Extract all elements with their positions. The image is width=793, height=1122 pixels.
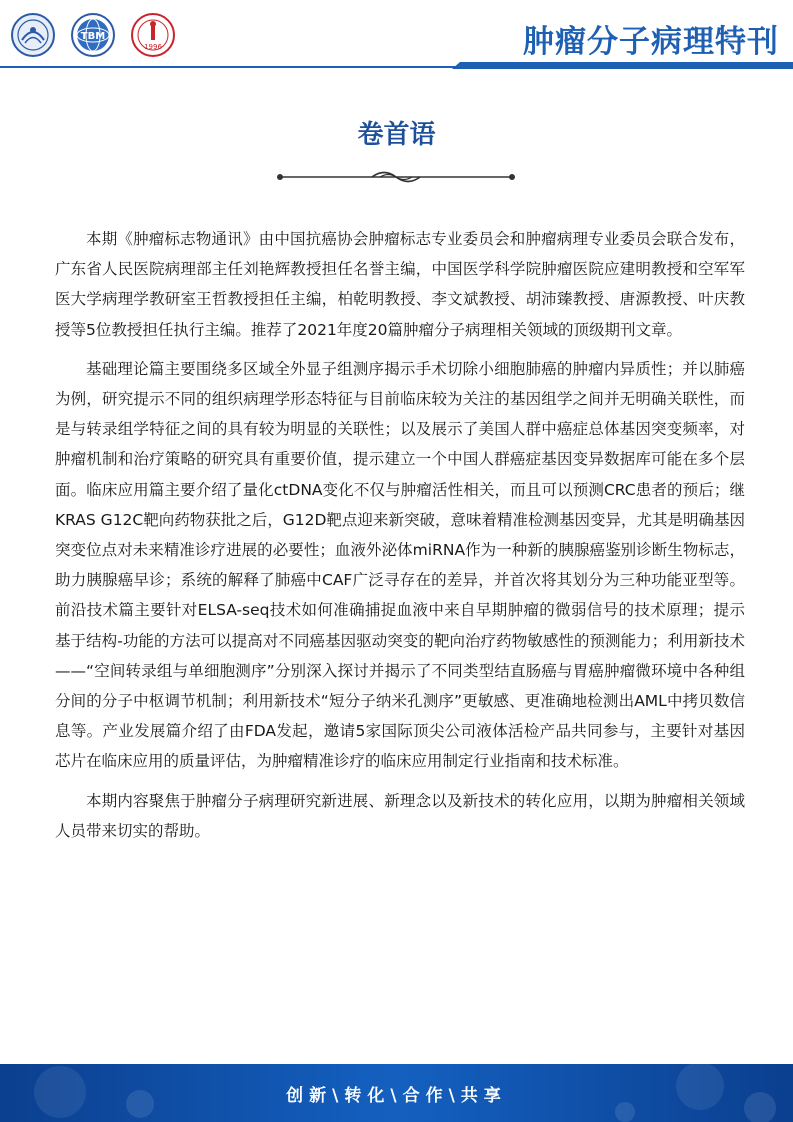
page-footer xyxy=(0,1064,793,1122)
paragraph-summary: 基础理论篇主要围绕多区域全外显子组测序揭示手术切除小细胞肺癌的肿瘤内异质性；并以肺癌为例，研究提示不同的组织病理学形态特征与目前临床较为关注的基因组学之间并无明确关联性，而是与转录组学特征之间的具有较为明显的关联性；以及展示了美国人群中癌症总体基因突变频率，对肿瘤机制和治疗策略的研究具有重要价值，提示建立一个中国人群癌症基因变异数据库可能在多个层面。临床应用篇主要介绍了量化ctDNA变化不仅与肿瘤活性相关，而且可以预测CRC患者的预后；继KRAS G12C靶向药物获批之后，G12D靶点迎来新突破，意味着精准检测基因变异，尤其是明确基因突变位点对未来精准诊疗进展的必要性；血液外泌体miRNA作为一种新的胰腺癌鉴别诊断生物标志，助力胰腺癌早诊；系统的解释了肺癌中CAF广泛寻存在的差异，并首次将其划分为三种功能亚型等。前沿技术篇主要针对ELSA-seq技术如何准确捕捉血液中来自早期肿瘤的微弱信号的技术原理；提示基于结构-功能的方法可以提高对不同癌基因驱动突变的靶向治疗药物敏感性的预测能力；利用新技术——“空间转录组与单细胞测序”分别深入探讨并揭示了不同类型结直肠癌与胃癌肿瘤微环境中各种组分间的分子中枢调节机制；利用新技术“短分子纳米孔测序”更敏感、更准确地检测出AML中拷贝数信息等。产业发展篇介绍了由FDA发起，邀请5家国际顶尖公司液体活检产品共同参与，主要针对基因芯片在临床应用的质量评估，为肿瘤精准诊疗的临床应用制定行业指南和技术标准。 xyxy=(55,359,745,771)
logo-year-text: 1996 xyxy=(144,43,162,51)
pathology-committee-icon xyxy=(130,12,176,58)
logo-group xyxy=(10,12,176,58)
association-emblem-icon xyxy=(10,12,56,58)
paragraph-closing: 本期内容聚焦于肿瘤分子病理研究新进展、新理念以及新技术的转化应用，以期为肿瘤相关领域人员带来切实的帮助。 xyxy=(55,791,745,840)
paragraph-intro: 本期《肿瘤标志物通讯》由中国抗癌协会肿瘤标志专业委员会和肿瘤病理专业委员会联合发布，广东省人民医院病理部主任刘艳辉教授担任名誉主编，中国医学科学院肿瘤医院应建明教授和空军军医大学病理学教研室王哲教授担任主编，柏乾明教授、李文斌教授、胡沛臻教授、唐源教授、叶庆教授等5位教授担任执行主编。推荐了2021年度20篇肿瘤分子病理相关领域的顶级期刊文章。 xyxy=(55,230,745,339)
title-ornament-divider xyxy=(276,166,516,188)
page-title: 卷首语 xyxy=(357,120,436,150)
footer-slogan: 创新\转化\合作\共享 xyxy=(286,1086,507,1106)
page-header xyxy=(0,0,793,80)
tumor-biomarker-committee-icon xyxy=(70,12,116,58)
header-rule xyxy=(0,62,793,74)
logo-tbm-text: TBM xyxy=(80,31,106,42)
journal-title: 肿瘤分子病理特刊 xyxy=(523,24,779,60)
editorial-body xyxy=(55,224,745,855)
